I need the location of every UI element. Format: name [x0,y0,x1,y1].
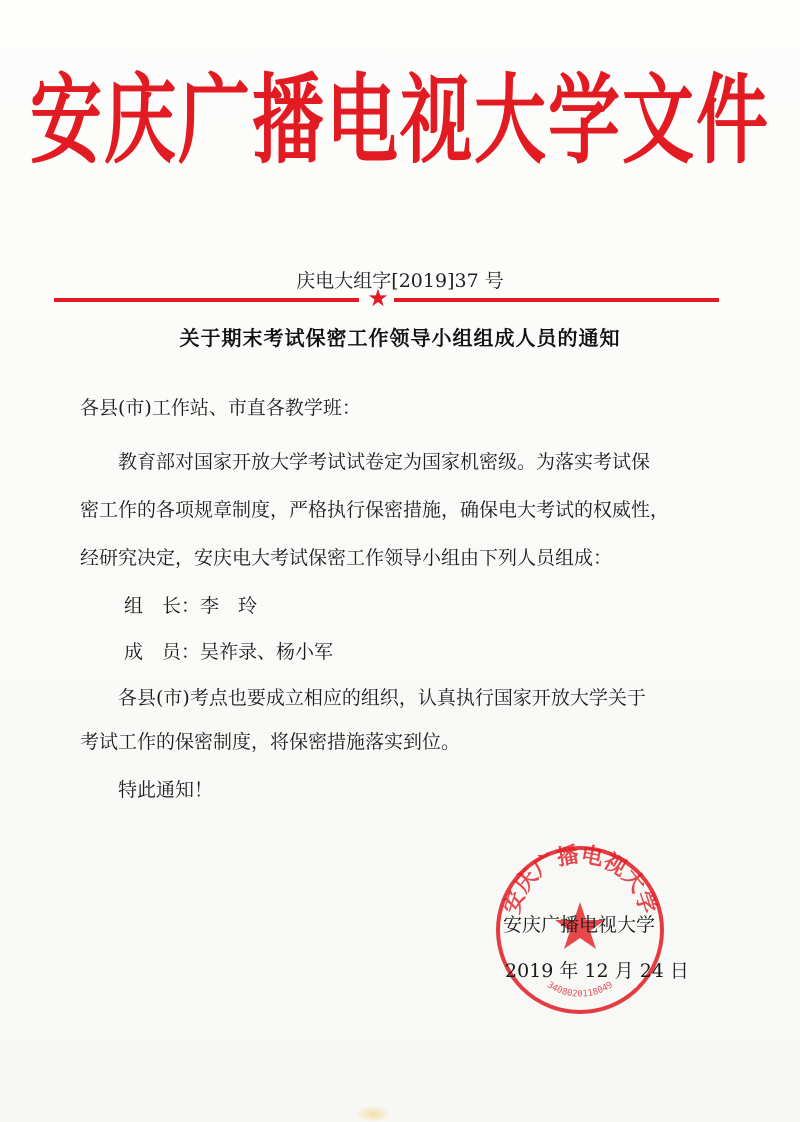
red-rule-left [54,298,359,302]
paragraph-1-line-1: 教育部对国家开放大学考试试卷定为国家机密级。为落实考试保 [118,451,651,473]
paragraph-1-line-3: 经研究决定，安庆电大考试保密工作领导小组由下列人员组成： [80,547,613,569]
group-leader-line: 组 长：李 玲 [124,595,258,617]
paragraph-2-line-2: 考试工作的保密制度，将保密措施落实到位。 [80,731,461,753]
paragraph-1-line-2: 密工作的各项规章制度，严格执行保密措施，确保电大考试的权威性， [80,499,670,521]
seal-code: 3408020118049 [545,980,615,1000]
svg-text:3408020118049 [545,980,615,999]
group-members-line: 成 员：吴祚录、杨小军 [124,641,334,663]
paper-smudge [356,1106,390,1122]
document-number: 庆电大组字[2019]37 号 [296,270,504,292]
masthead-title: 安庆广播电视大学文件 [30,62,771,177]
paragraph-2-line-1: 各县(市)考点也要成立相应的组织，认真执行国家开放大学关于 [118,687,646,709]
star-icon: ★ [367,284,389,312]
salutation: 各县(市)工作站、市直各教学班： [80,397,361,419]
signing-date: 2019 年 12 月 24 日 [505,960,689,982]
closing-line: 特此通知！ [118,779,214,801]
red-rule-right [394,298,719,302]
document-title: 关于期末考试保密工作领导小组组成人员的通知 [179,326,621,350]
seal-arc-text: 安庆广播电视大学 [498,841,662,917]
signing-organization: 安庆广播电视大学 [503,914,656,936]
